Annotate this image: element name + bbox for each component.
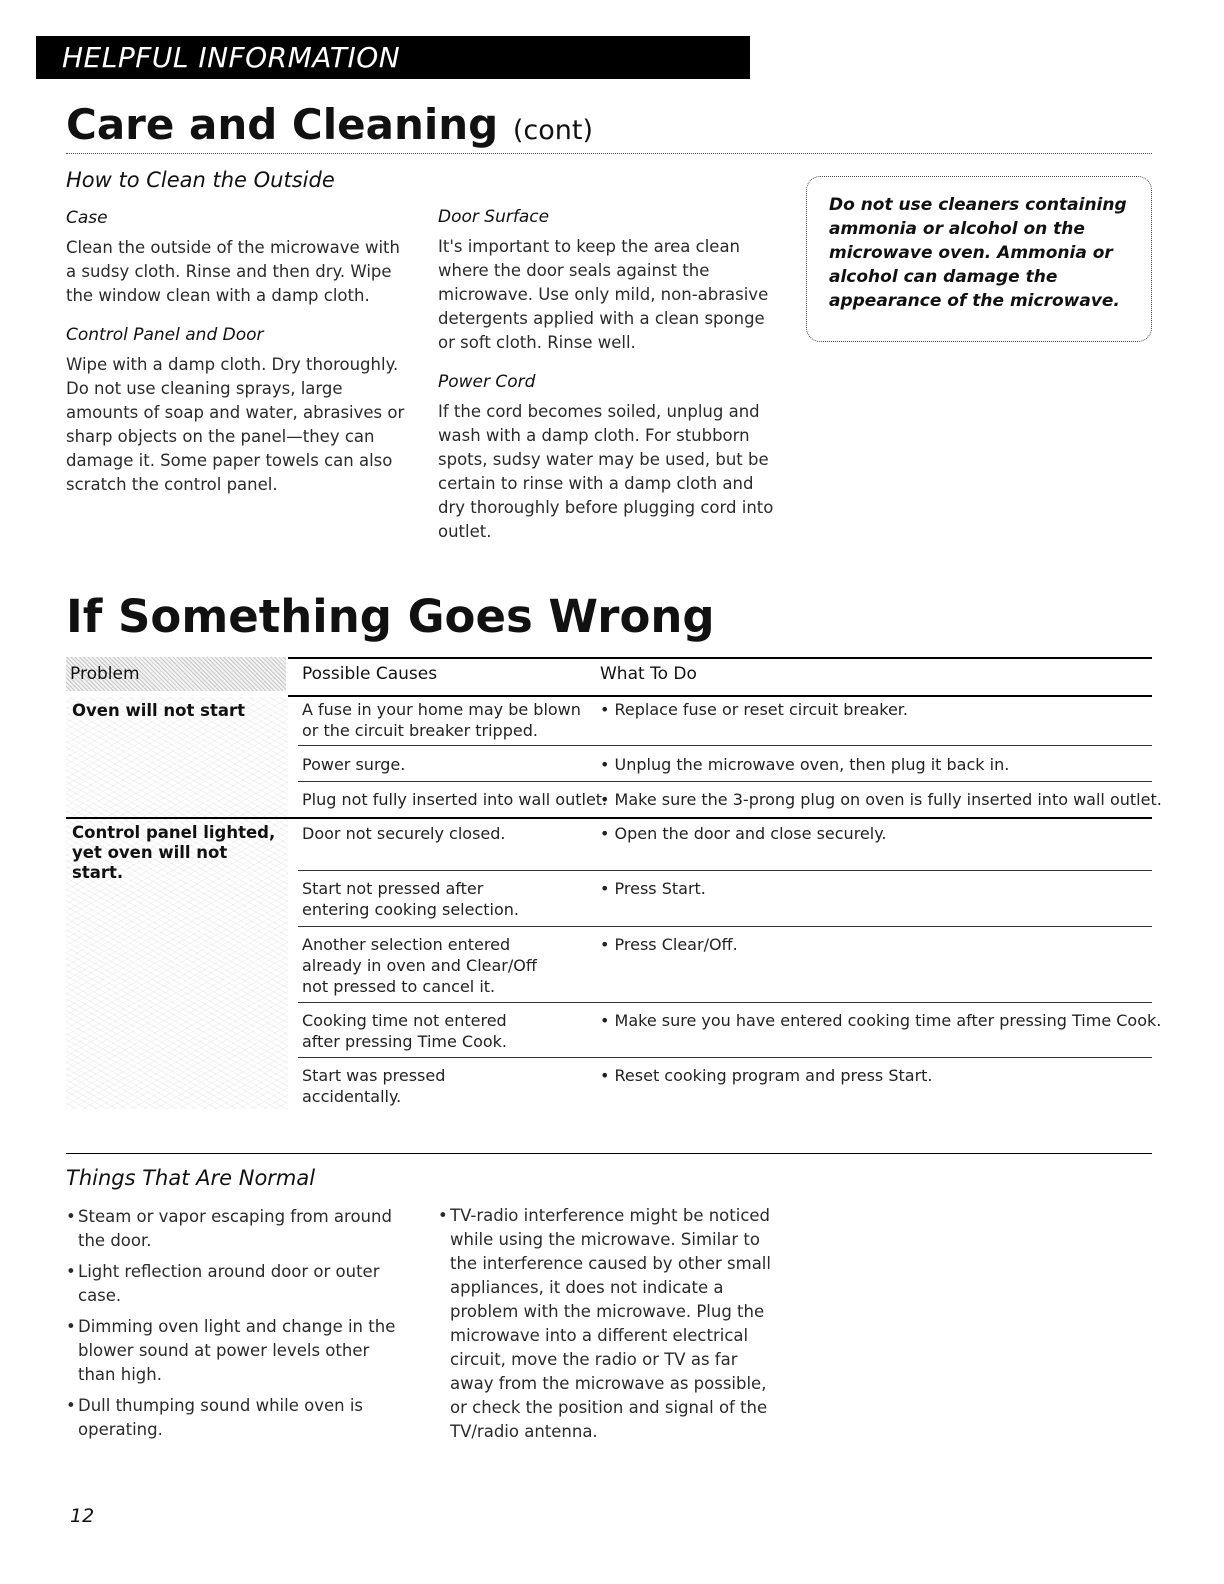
page-title-suffix: (cont) bbox=[512, 115, 593, 146]
page-title-text: Care and Cleaning bbox=[66, 100, 499, 149]
todo-text: • Make sure the 3-prong plug on oven is fully inserted into wall outlet. bbox=[600, 790, 1162, 809]
problem-group-control-panel-lighted bbox=[66, 817, 1162, 1109]
cause-text: Plug not fully inserted into wall outlet. bbox=[302, 790, 608, 809]
outside-cleaning-heading: How to Clean the Outside bbox=[66, 168, 335, 192]
list-item: • Dimming oven light and change in the blower sound at power levels other than high. bbox=[66, 1315, 406, 1387]
row-divider bbox=[298, 1057, 1152, 1058]
row-divider bbox=[298, 1002, 1152, 1003]
control-panel-text: Wipe with a damp cloth. Dry thoroughly. Do not use cleaning sprays, large amounts of soap and water, abrasives or sharp objects on the panel—they can damage it. Some paper towels can also scratch the control panel. bbox=[66, 355, 405, 494]
case-text: Clean the outside of the microwave with a sudsy cloth. Rinse and then dry. Wipe the window clean with a damp cloth. bbox=[66, 238, 400, 305]
normal-list-left bbox=[66, 1205, 406, 1449]
door-surface-text: It's important to keep the area clean where the door seals against the microwave. Use only mild, non-abrasive detergents applied with a clean sponge or soft cloth. Rinse well. bbox=[438, 237, 769, 352]
cause-text: Power surge. bbox=[302, 755, 406, 774]
problem-column-header bbox=[66, 657, 286, 691]
cause-text: A fuse in your home may be blown or the circuit breaker tripped. bbox=[302, 700, 581, 740]
todo-text: • Unplug the microwave oven, then plug it back in. bbox=[600, 755, 1010, 774]
page-number: 12 bbox=[70, 1505, 95, 1527]
header-top-rule bbox=[288, 657, 1152, 659]
cause-text: Door not securely closed. bbox=[302, 824, 506, 843]
row-divider bbox=[298, 926, 1152, 927]
page-title bbox=[66, 100, 593, 149]
problem-label: Control panel lighted, yet oven will not start. bbox=[72, 823, 276, 882]
list-item: • Dull thumping sound while oven is operating. bbox=[66, 1394, 406, 1442]
troubleshooting-title: If Something Goes Wrong bbox=[66, 590, 715, 643]
todo-text: • Reset cooking program and press Start. bbox=[600, 1066, 933, 1085]
problem-group-oven-will-not-start bbox=[66, 695, 1162, 817]
todo-text: • Press Start. bbox=[600, 879, 706, 898]
cause-text: Cooking time not entered after pressing Time Cook. bbox=[302, 1011, 508, 1051]
cause-text: Start was pressed accidentally. bbox=[302, 1066, 446, 1106]
warning-text: Do not use cleaners containing ammonia or alcohol on the microwave oven. Ammonia or alcohol can damage the appearance of the microwave. bbox=[829, 195, 1127, 311]
list-item: • Light reflection around door or outer case. bbox=[66, 1260, 406, 1308]
todo-text: • Replace fuse or reset circuit breaker. bbox=[600, 700, 908, 719]
control-panel-heading: Control Panel and Door bbox=[66, 325, 264, 345]
problem-label: Oven will not start bbox=[72, 701, 246, 720]
problem-cell bbox=[66, 697, 288, 817]
row-divider bbox=[298, 781, 1152, 782]
section-divider bbox=[66, 1153, 1152, 1154]
row-divider bbox=[298, 870, 1152, 871]
normal-things-heading: Things That Are Normal bbox=[66, 1166, 316, 1190]
power-cord-heading: Power Cord bbox=[438, 372, 536, 392]
problem-cell bbox=[66, 819, 288, 1109]
section-banner: HELPFUL INFORMATION bbox=[36, 36, 750, 79]
case-heading: Case bbox=[66, 208, 108, 228]
row-divider bbox=[298, 745, 1152, 746]
door-surface-heading: Door Surface bbox=[438, 207, 550, 227]
warning-box bbox=[806, 176, 1152, 342]
list-item: • TV-radio interference might be noticed while using the microwave. Similar to the interference caused by other small appliances, it does not indicate a problem with the microwave. Plug the microwave into a different electrical circuit, move the radio or TV as far away from the microwave as possible, or check the position and signal of the TV/radio antenna. bbox=[438, 1204, 774, 1444]
causes-column-header: Possible Causes bbox=[302, 664, 438, 684]
todo-text: • Make sure you have entered cooking time after pressing Time Cook. bbox=[600, 1011, 1162, 1030]
todo-column-header: What To Do bbox=[600, 664, 697, 684]
power-cord-text: If the cord becomes soiled, unplug and wash with a damp cloth. For stubborn spots, sudsy water may be used, but be certain to rinse with a damp cloth and dry thoroughly before plugging cord into outlet. bbox=[438, 402, 774, 541]
todo-text: • Open the door and close securely. bbox=[600, 824, 887, 843]
todo-text: • Press Clear/Off. bbox=[600, 935, 738, 954]
list-item: • Steam or vapor escaping from around the door. bbox=[66, 1205, 406, 1253]
cause-text: Another selection entered already in oven and Clear/Off not pressed to cancel it. bbox=[302, 935, 537, 996]
cause-text: Start not pressed after entering cooking selection. bbox=[302, 879, 519, 919]
problem-header-label: Problem bbox=[70, 664, 140, 684]
title-divider bbox=[66, 153, 1152, 154]
normal-list-right bbox=[438, 1204, 774, 1451]
